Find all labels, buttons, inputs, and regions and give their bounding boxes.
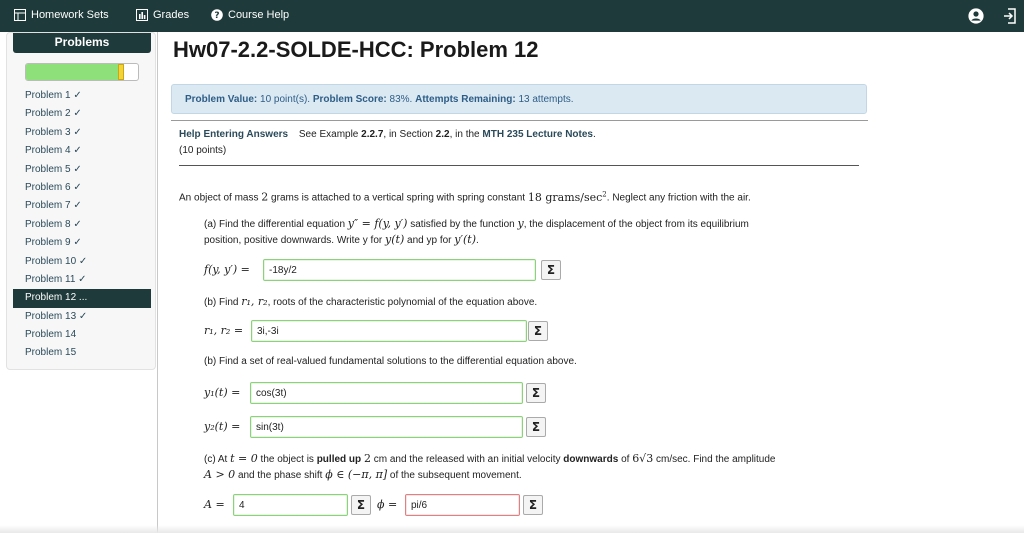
y2-answer-input[interactable] [250, 416, 523, 438]
logout-button[interactable] [1003, 8, 1017, 24]
nav-grades[interactable] [136, 9, 189, 21]
intro-text: . Neglect any friction with the air. [606, 192, 751, 204]
grades-icon [136, 9, 148, 21]
sidebar-problem-item[interactable]: Problem 12 ... [13, 289, 151, 307]
phase-label: ϕ = [377, 498, 398, 511]
homework-sets-icon [14, 9, 26, 21]
help-line [179, 129, 596, 140]
part-c-text: of the subsequent movement. [389, 470, 522, 481]
roots-variables: r₁, r₂ [241, 295, 268, 308]
part-a-text: (a) Find the differential equation [204, 219, 346, 230]
sidebar-problem-item[interactable]: Problem 13 ✓ [25, 310, 88, 322]
part-a-text: position, positive downwards. Write y for [204, 235, 383, 246]
divider [179, 165, 859, 166]
part-c-text: (c) At [204, 454, 228, 465]
initial-displacement: 2 [363, 452, 371, 465]
amplitude-label: A = [204, 498, 225, 511]
sidebar-problem-item[interactable]: Problem 7 ✓ [25, 200, 82, 212]
sidebar-problem-item[interactable]: Problem 5 ✓ [25, 163, 82, 175]
roots-label: r₁, r₂ = [204, 324, 244, 337]
equation-editor-button[interactable]: Σ [541, 260, 561, 280]
sidebar-problem-item[interactable]: Problem 10 ✓ [25, 255, 88, 267]
part-c-text: of [621, 454, 630, 465]
page-title: Hw07-2.2-SOLDE-HCC: Problem 12 [173, 37, 539, 62]
problem-score: 83%. [389, 94, 413, 105]
equation-editor-button[interactable]: Σ [526, 383, 546, 403]
sidebar-problem-item[interactable]: Problem 9 ✓ [25, 237, 82, 249]
divider [171, 120, 868, 121]
help-entering-answers-link[interactable]: Help Entering Answers [179, 129, 289, 140]
help-see-text: See Example [298, 129, 359, 140]
part-a-text-line2 [204, 233, 479, 246]
initial-velocity: 6√3 [632, 452, 654, 465]
y1-answer-input[interactable] [250, 382, 523, 404]
part-c-text: cm/sec. Find the amplitude [655, 454, 776, 465]
attempts-remaining: 13 attempts. [518, 94, 574, 105]
svg-text:?: ? [214, 11, 220, 21]
progress-marker [118, 64, 124, 80]
part-b-text: (b) Find [204, 297, 239, 308]
part-a-variable: y [517, 217, 524, 230]
sidebar-problem-item[interactable]: Problem 6 ✓ [25, 181, 82, 193]
equation-editor-button[interactable]: Σ [528, 321, 548, 341]
amplitude-answer-input[interactable] [233, 494, 348, 516]
problem-value: 10 point(s). [260, 94, 311, 105]
nav-homework-sets[interactable] [14, 9, 109, 21]
page-bottom-shade [0, 525, 1024, 533]
sidebar-problem-item[interactable]: Problem 1 ✓ [25, 90, 82, 101]
example-number: 2.2.7 [361, 129, 384, 140]
y1-label: y₁(t) = [204, 386, 241, 399]
phase-answer-input[interactable] [405, 494, 520, 516]
phase-condition: ϕ ∈ (−π, π] [325, 468, 388, 481]
nav-course-help-label: Course Help [228, 9, 290, 21]
nav-homework-sets-label: Homework Sets [31, 9, 109, 21]
nav-grades-label: Grades [153, 9, 190, 21]
sidebar-problem-item[interactable]: Problem 15 [25, 347, 77, 359]
attempts-remaining-label: Attempts Remaining: [415, 94, 516, 105]
sidebar-header: Problems [13, 33, 151, 53]
help-in-section-text: , in Section [383, 129, 433, 140]
spring-constant-value: 18 grams/sec [527, 190, 603, 204]
help-period: . [592, 129, 596, 140]
part-a-equation: y″ = f(y, y′) [347, 217, 408, 230]
part-a-variable: y(t) [385, 233, 405, 246]
equation-editor-button[interactable]: Σ [523, 495, 543, 515]
intro-text: An object of mass [179, 192, 259, 204]
y2-label: y₂(t) = [204, 420, 241, 433]
part-c-text: the object is [260, 454, 314, 465]
part-a-text: satisfied by the function [410, 219, 515, 230]
problem-list [7, 87, 155, 363]
equation-editor-button[interactable]: Σ [526, 417, 546, 437]
intro-text: grams is attached to a vertical spring with spring constant [271, 192, 526, 204]
part-a-text: and yp for [407, 235, 452, 246]
part-c-text: and the phase shift [237, 470, 323, 481]
set-progress-bar [25, 63, 139, 81]
part-a-text: . [476, 235, 479, 246]
sidebar-divider [157, 32, 158, 533]
problems-sidebar [6, 32, 156, 370]
problem-intro [179, 190, 751, 204]
part-a-variable: y′(t) [454, 233, 476, 246]
problem-score-panel [171, 84, 867, 114]
spring-constant: 18 grams/$\sec^2$ [527, 190, 607, 204]
help-circle-icon [211, 9, 223, 21]
problem-score-label: Problem Score: [312, 94, 387, 105]
sidebar-problem-item[interactable]: Problem 11 ✓ [25, 273, 87, 285]
sidebar-problem-item[interactable]: Problem 4 ✓ [25, 145, 82, 157]
lecture-notes-link[interactable]: MTH 235 Lecture Notes [482, 129, 593, 140]
problem-value-label: Problem Value: [185, 94, 258, 105]
user-avatar-icon [968, 8, 984, 24]
part-c-text: cm and the released with an initial velocity [373, 454, 561, 465]
progress-fill [26, 64, 121, 80]
logout-icon [1003, 8, 1017, 24]
part-a-text: , the displacement of the object from its equilibrium [523, 219, 749, 230]
sidebar-problem-item[interactable]: Problem 3 ✓ [25, 126, 82, 138]
sidebar-problem-item[interactable]: Problem 14 [25, 329, 77, 341]
part-b-solutions-text: (b) Find a set of real-valued fundamental solutions to the differential equation above. [204, 356, 577, 367]
amplitude-condition: A > 0 [204, 468, 236, 481]
user-account-button[interactable] [968, 8, 984, 24]
section-number: 2.2 [435, 129, 450, 140]
part-a-text-line1 [204, 217, 749, 230]
part-c-text-line2 [204, 468, 522, 481]
top-navbar [0, 0, 1024, 32]
part-c-text-line1 [204, 452, 775, 465]
part-b-roots-text [204, 295, 537, 308]
sidebar-problem-item[interactable]: Problem 2 ✓ [25, 108, 82, 120]
downwards-emphasis: downwards [563, 454, 619, 465]
equation-editor-button[interactable]: Σ [351, 495, 371, 515]
f-answer-input[interactable] [263, 259, 536, 281]
pulled-up-emphasis: pulled up [316, 454, 362, 465]
initial-time: t = 0 [230, 452, 258, 465]
f-label: f(y, y′) = [204, 263, 250, 276]
sidebar-problem-item[interactable]: Problem 8 ✓ [25, 218, 82, 230]
nav-course-help[interactable] [211, 9, 289, 21]
problem-points: (10 points) [179, 145, 227, 156]
mass-value: 2 [261, 190, 269, 204]
help-in-the-text: , in the [449, 129, 480, 140]
part-b-text: , roots of the characteristic polynomial of the equation above. [267, 297, 538, 308]
roots-answer-input[interactable] [251, 320, 527, 342]
